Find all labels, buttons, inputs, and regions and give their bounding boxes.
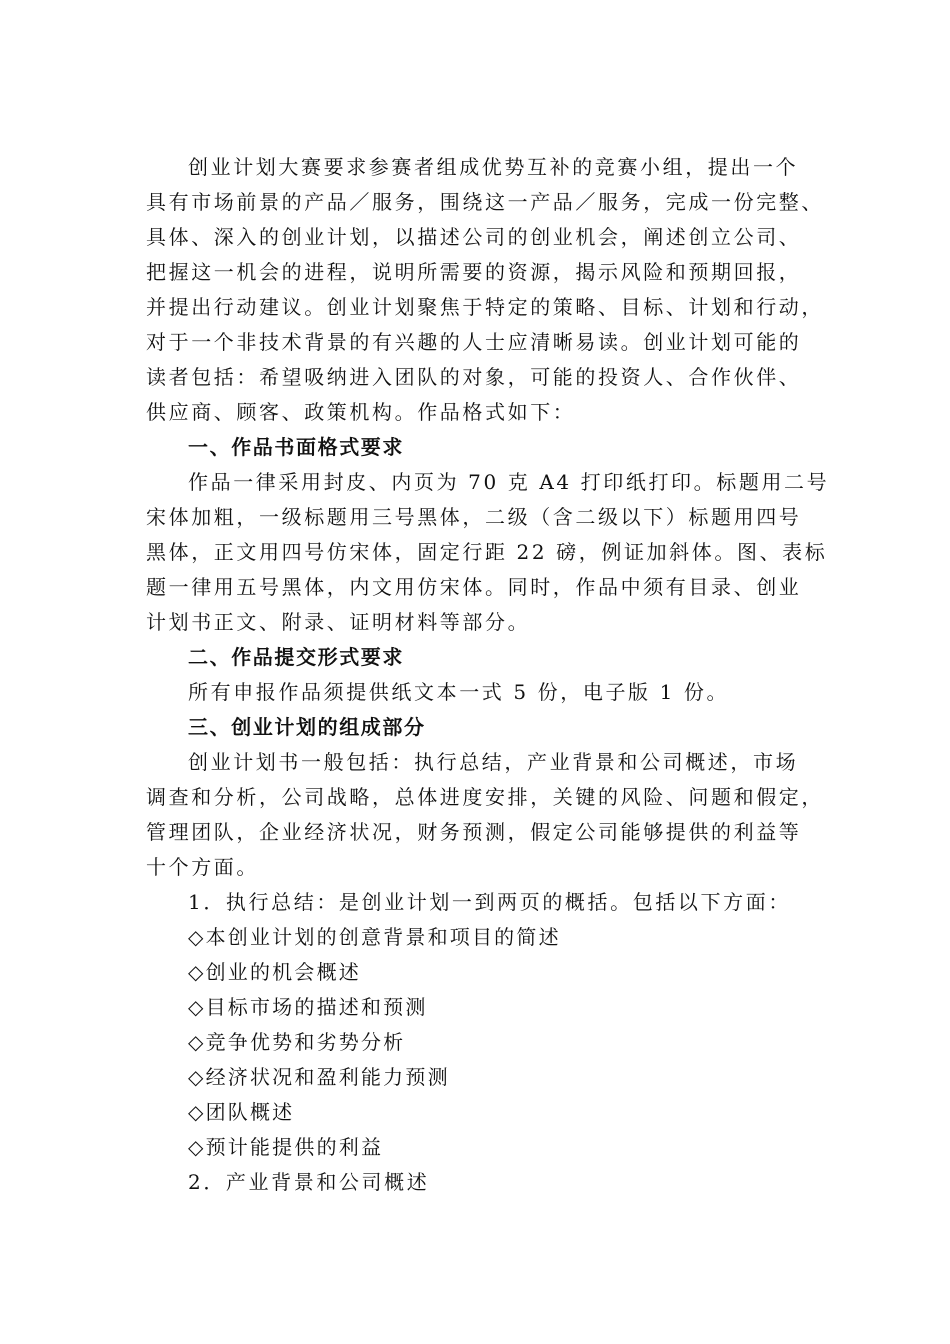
paragraph-line: 所有申报作品须提供纸文本一式 5 份，电子版 1 份。 [188,680,730,704]
list-item-industry-background: 2．产业背景和公司概述 [188,1170,430,1194]
section-heading-components: 三、创业计划的组成部分 [188,715,426,739]
paragraph-line: 对于一个非技术背景的有兴趣的人士应清晰易读。创业计划可能的 [146,330,802,354]
paragraph-line: 创业计划书一般包括：执行总结，产业背景和公司概述，市场 [188,750,799,774]
submission-paragraph [146,675,826,710]
paragraph-line: 作品一律采用封皮、内页为 70 克 A4 打印纸打印。标题用二号 [188,470,830,494]
paragraph-line: 题一律用五号黑体，内文用仿宋体。同时，作品中须有目录、创业 [146,575,802,599]
document-body [146,150,830,1200]
paragraph-line: 创业计划大赛要求参赛者组成优势互补的竞赛小组，提出一个 [188,155,799,179]
paragraph-line: 读者包括：希望吸纳进入团队的对象，可能的投资人、合作伙伴、 [146,365,802,389]
bullet-item: ◇预计能提供的利益 [188,1135,384,1159]
section-heading-submission: 二、作品提交形式要求 [188,645,404,669]
bullet-item: ◇本创业计划的创意背景和项目的简述 [188,925,561,949]
bullet-item: ◇创业的机会概述 [188,960,361,984]
paragraph-line: 供应商、顾客、政策机构。作品格式如下： [146,400,576,424]
intro-paragraph [146,150,826,430]
bullet-item: ◇竞争优势和劣势分析 [188,1030,406,1054]
paragraph-line: 具有市场前景的产品／服务，围绕这一产品／服务，完成一份完整、 [146,190,824,214]
bullet-item: ◇经济状况和盈利能力预测 [188,1065,450,1089]
bullet-item: ◇团队概述 [188,1100,295,1124]
paragraph-line: 计划书正文、附录、证明材料等部分。 [146,610,531,634]
paragraph-line: 具体、深入的创业计划，以描述公司的创业机会，阐述创立公司、 [146,225,802,249]
executive-summary-bullets [146,920,826,1165]
paragraph-line: 十个方面。 [146,855,259,879]
paragraph-line: 宋体加粗，一级标题用三号黑体，二级（含二级以下）标题用四号 [146,505,802,529]
components-paragraph [146,745,826,885]
paragraph-line: 调查和分析，公司战略，总体进度安排，关键的风险、问题和假定， [146,785,824,809]
bullet-item: ◇目标市场的描述和预测 [188,995,428,1019]
paragraph-line: 管理团队，企业经济状况，财务预测，假定公司能够提供的利益等 [146,820,802,844]
section-heading-format: 一、作品书面格式要求 [188,435,404,459]
list-item-executive-summary: 1．执行总结：是创业计划一到两页的概括。包括以下方面： [188,890,791,914]
paragraph-line: 黑体，正文用四号仿宋体，固定行距 22 磅，例证加斜体。图、表标 [146,540,828,564]
format-requirements-paragraph [146,465,830,640]
paragraph-line: 并提出行动建议。创业计划聚焦于特定的策略、目标、计划和行动， [146,295,824,319]
paragraph-line: 把握这一机会的进程，说明所需要的资源，揭示风险和预期回报， [146,260,802,284]
